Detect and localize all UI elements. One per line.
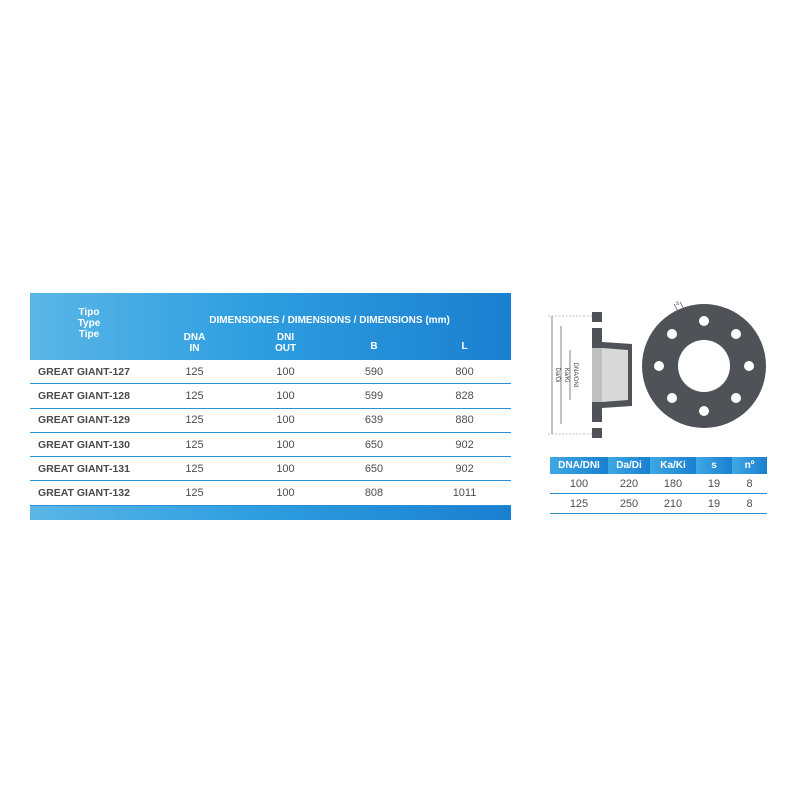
bolt-hole bbox=[667, 393, 677, 403]
dna-cell: 125 bbox=[148, 457, 241, 481]
dna-dni-label: DNA/DNI bbox=[572, 362, 578, 388]
b-cell: 590 bbox=[330, 360, 418, 384]
dni-cell: 100 bbox=[241, 457, 330, 481]
dna-header-line: IN bbox=[189, 343, 200, 354]
l-cell: 902 bbox=[418, 432, 511, 456]
type-cell: GREAT GIANT-131 bbox=[30, 457, 148, 481]
b-cell: 650 bbox=[330, 457, 418, 481]
s-column-header: s bbox=[696, 457, 732, 474]
b-column-header: B bbox=[370, 341, 378, 352]
dimensions-header-row bbox=[30, 293, 511, 330]
da-di-column-header: Da/Di bbox=[608, 457, 650, 474]
flange-side-section-drawing bbox=[540, 306, 636, 446]
bolt-hole bbox=[731, 329, 741, 339]
flange-bore-inner bbox=[592, 348, 602, 402]
type-cell: GREAT GIANT-130 bbox=[30, 432, 148, 456]
type-cell: GREAT GIANT-129 bbox=[30, 408, 148, 432]
s-label: s bbox=[676, 301, 679, 307]
bolt-hole bbox=[699, 406, 709, 416]
type-header-line: Tipo bbox=[78, 307, 100, 318]
type-header-line: Type bbox=[77, 318, 101, 329]
s-cell: 19 bbox=[696, 494, 732, 514]
ka-ki-cell: 180 bbox=[650, 474, 696, 494]
dna-cell: 125 bbox=[148, 481, 241, 505]
type-column-header bbox=[30, 293, 148, 360]
dni-cell: 100 bbox=[241, 408, 330, 432]
l-column-header: L bbox=[461, 341, 468, 352]
bolt-count-cell: 8 bbox=[732, 474, 767, 494]
dna-cell: 125 bbox=[148, 408, 241, 432]
b-cell: 650 bbox=[330, 432, 418, 456]
dna-cell: 125 bbox=[148, 360, 241, 384]
bolt-hole bbox=[699, 316, 709, 326]
l-cell: 902 bbox=[418, 457, 511, 481]
flange-header-row bbox=[550, 457, 767, 474]
table-row bbox=[30, 384, 511, 408]
bolt-hole bbox=[731, 393, 741, 403]
table-row bbox=[550, 494, 767, 514]
l-cell: 880 bbox=[418, 408, 511, 432]
l-cell: 800 bbox=[418, 360, 511, 384]
dni-header-line: OUT bbox=[274, 343, 297, 354]
dna-cell: 125 bbox=[148, 384, 241, 408]
dna-in-column-header bbox=[148, 330, 241, 360]
l-cell: 1011 bbox=[418, 481, 511, 505]
table-row bbox=[30, 481, 511, 505]
ka-ki-cell: 210 bbox=[650, 494, 696, 514]
table-row bbox=[30, 360, 511, 384]
bolt-hole-section bbox=[592, 322, 602, 328]
dna-dni-column-header: DNA/DNI bbox=[550, 457, 608, 474]
dni-cell: 100 bbox=[241, 432, 330, 456]
dni-header-line: DNI bbox=[276, 332, 295, 343]
bolt-hole bbox=[744, 361, 754, 371]
dni-cell: 100 bbox=[241, 481, 330, 505]
dimensions-title: DIMENSIONES / DIMENSIONS / DIMENSIONS (mm) bbox=[209, 315, 450, 326]
dna-dni-cell: 125 bbox=[550, 494, 608, 514]
table-row bbox=[30, 432, 511, 456]
type-cell: GREAT GIANT-128 bbox=[30, 384, 148, 408]
flange-front-view-drawing bbox=[640, 296, 770, 436]
ka-ki-label: Ka/Ki bbox=[563, 367, 569, 383]
bolt-hole bbox=[654, 361, 664, 371]
ka-ki-column-header: Ka/Ki bbox=[650, 457, 696, 474]
b-cell: 599 bbox=[330, 384, 418, 408]
b-cell: 808 bbox=[330, 481, 418, 505]
da-di-cell: 220 bbox=[608, 474, 650, 494]
type-cell: GREAT GIANT-127 bbox=[30, 360, 148, 384]
table-footer-bar bbox=[30, 505, 511, 520]
table-row bbox=[550, 474, 767, 494]
da-di-label: Da/Di bbox=[554, 367, 560, 383]
dna-cell: 125 bbox=[148, 432, 241, 456]
flange-bore bbox=[602, 348, 628, 402]
bolt-hole-section bbox=[592, 422, 602, 428]
l-cell: 828 bbox=[418, 384, 511, 408]
da-di-cell: 250 bbox=[608, 494, 650, 514]
dna-dni-cell: 100 bbox=[550, 474, 608, 494]
dni-cell: 100 bbox=[241, 360, 330, 384]
bolt-count-column-header: nº bbox=[732, 457, 767, 474]
bolt-hole bbox=[667, 329, 677, 339]
bolt-count-cell: 8 bbox=[732, 494, 767, 514]
table-row bbox=[30, 408, 511, 432]
b-cell: 639 bbox=[330, 408, 418, 432]
dni-out-column-header bbox=[241, 330, 330, 360]
dni-cell: 100 bbox=[241, 384, 330, 408]
dimensions-table bbox=[30, 293, 511, 520]
flange-center-bore bbox=[678, 340, 730, 392]
dna-header-line: DNA bbox=[183, 332, 206, 343]
table-row bbox=[30, 457, 511, 481]
s-cell: 19 bbox=[696, 474, 732, 494]
flange-spec-table bbox=[550, 457, 767, 514]
type-header-line: Tipe bbox=[78, 329, 100, 340]
type-cell: GREAT GIANT-132 bbox=[30, 481, 148, 505]
